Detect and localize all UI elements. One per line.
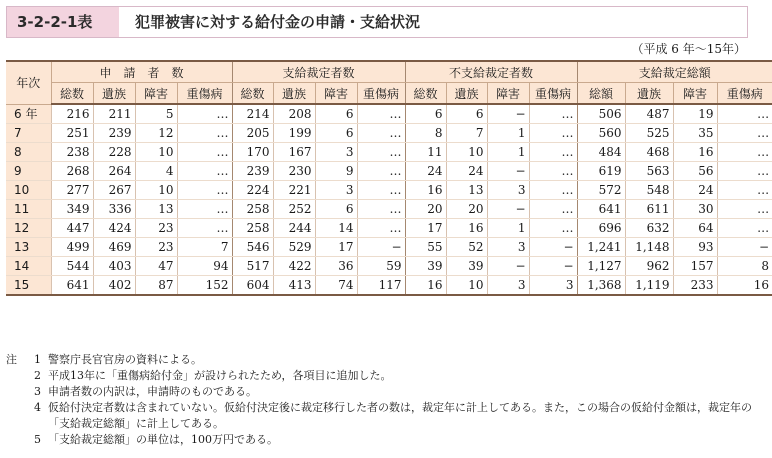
note-text: 仮給付決定者数は含まれていない。仮給付決定後に裁定移行した者の数は，裁定年に計上してある。また，この場合の仮給付金額は，裁定年の「支給裁定総額」に計上してある。 <box>48 401 752 430</box>
table-cell: 3 <box>315 181 357 200</box>
table-cell: 424 <box>93 219 135 238</box>
table-cell: 24 <box>446 162 487 181</box>
table-cell: − <box>529 257 577 276</box>
table-cell: 230 <box>273 162 315 181</box>
table-cell: … <box>177 181 232 200</box>
table-cell: 239 <box>232 162 273 181</box>
table-cell: 1 <box>487 124 529 143</box>
table-cell: 447 <box>51 219 93 238</box>
table-cell: 413 <box>273 276 315 296</box>
table-cell: … <box>357 200 405 219</box>
table-cell: 10 <box>135 181 177 200</box>
table-cell: 604 <box>232 276 273 296</box>
table-row <box>6 200 772 219</box>
table-cell: … <box>717 219 772 238</box>
table-cell: … <box>357 143 405 162</box>
column-header: 重傷病 <box>357 83 405 105</box>
table-cell: 3 <box>487 238 529 257</box>
note-item <box>6 400 756 432</box>
table-cell: … <box>529 124 577 143</box>
table-cell: 117 <box>357 276 405 296</box>
year-cell: 12 <box>6 219 51 238</box>
year-cell: 11 <box>6 200 51 219</box>
column-header: 重傷病 <box>177 83 232 105</box>
table-cell: 251 <box>51 124 93 143</box>
year-column-header: 年次 <box>6 61 51 104</box>
table-cell: 548 <box>625 181 673 200</box>
table-cell: 20 <box>446 200 487 219</box>
table-cell: … <box>357 219 405 238</box>
note-number: 3 <box>34 385 41 398</box>
table-cell: 74 <box>315 276 357 296</box>
table-cell: 64 <box>673 219 717 238</box>
table-title: 犯罪被害に対する給付金の申請・支給状況 <box>135 13 421 31</box>
year-cell: 9 <box>6 162 51 181</box>
note-text: 「支給裁定総額」の単位は，100万円である。 <box>48 433 278 446</box>
column-header: 遺族 <box>93 83 135 105</box>
table-cell: 39 <box>405 257 446 276</box>
year-cell: 13 <box>6 238 51 257</box>
table-cell: … <box>357 104 405 124</box>
table-cell: 35 <box>673 124 717 143</box>
year-cell: 8 <box>6 143 51 162</box>
column-header: 総数 <box>405 83 446 105</box>
note-item <box>6 432 756 448</box>
table-cell: … <box>717 200 772 219</box>
column-header: 障害 <box>487 83 529 105</box>
table-cell: 11 <box>405 143 446 162</box>
table-cell: … <box>529 143 577 162</box>
table-row <box>6 162 772 181</box>
table-cell: … <box>177 162 232 181</box>
table-number-tag: 3-2-2-1表 <box>7 7 119 37</box>
note-number: 2 <box>34 369 41 382</box>
table-cell: 17 <box>405 219 446 238</box>
table-cell: 484 <box>577 143 625 162</box>
table-cell: 87 <box>135 276 177 296</box>
table-cell: 17 <box>315 238 357 257</box>
table-cell: − <box>487 104 529 124</box>
table-row <box>6 257 772 276</box>
table-cell: … <box>177 124 232 143</box>
table-cell: 157 <box>673 257 717 276</box>
column-header: 重傷病 <box>529 83 577 105</box>
table-cell: 214 <box>232 104 273 124</box>
table-body <box>6 104 772 295</box>
table-cell: 632 <box>625 219 673 238</box>
table-cell: 10 <box>135 143 177 162</box>
table-cell: 1 <box>487 143 529 162</box>
table-cell: 696 <box>577 219 625 238</box>
table-cell: 152 <box>177 276 232 296</box>
table-cell: 24 <box>405 162 446 181</box>
table-cell: 517 <box>232 257 273 276</box>
table-cell: 20 <box>405 200 446 219</box>
table-cell: 23 <box>135 219 177 238</box>
table-cell: 3 <box>487 276 529 296</box>
note-item <box>6 384 756 400</box>
column-header: 重傷病 <box>717 83 772 105</box>
table-cell: 3 <box>529 276 577 296</box>
table-cell: 14 <box>315 219 357 238</box>
table-cell: 546 <box>232 238 273 257</box>
table-cell: … <box>529 162 577 181</box>
table-row <box>6 238 772 257</box>
column-header: 遺族 <box>273 83 315 105</box>
table-row <box>6 181 772 200</box>
table-cell: 7 <box>177 238 232 257</box>
table-cell: 641 <box>51 276 93 296</box>
table-cell: 16 <box>405 181 446 200</box>
table-cell: 216 <box>51 104 93 124</box>
note-number: 5 <box>34 433 41 446</box>
group-header-total-amount: 支給裁定総額 <box>577 61 772 83</box>
table-cell: 252 <box>273 200 315 219</box>
table-cell: … <box>717 181 772 200</box>
table-cell: 205 <box>232 124 273 143</box>
table-cell: 36 <box>315 257 357 276</box>
table-cell: 1,241 <box>577 238 625 257</box>
table-cell: 8 <box>717 257 772 276</box>
table-cell: 228 <box>93 143 135 162</box>
table-cell: − <box>487 162 529 181</box>
table-cell: 1 <box>487 219 529 238</box>
table-cell: 19 <box>673 104 717 124</box>
table-cell: 5 <box>135 104 177 124</box>
table-cell: 239 <box>93 124 135 143</box>
table-cell: 8 <box>405 124 446 143</box>
table-cell: 59 <box>357 257 405 276</box>
table-cell: … <box>177 219 232 238</box>
table-cell: … <box>177 200 232 219</box>
table-cell: 7 <box>446 124 487 143</box>
table-cell: − <box>487 257 529 276</box>
table-cell: 244 <box>273 219 315 238</box>
table-cell: 224 <box>232 181 273 200</box>
table-cell: 525 <box>625 124 673 143</box>
column-header: 総額 <box>577 83 625 105</box>
table-cell: 402 <box>93 276 135 296</box>
note-text: 警察庁長官官房の資料による。 <box>48 353 202 366</box>
note-number: 4 <box>34 401 41 414</box>
table-cell: − <box>487 200 529 219</box>
table-cell: 170 <box>232 143 273 162</box>
table-cell: 12 <box>135 124 177 143</box>
year-cell: 14 <box>6 257 51 276</box>
table-header <box>6 6 748 38</box>
table-cell: 258 <box>232 219 273 238</box>
table-cell: 6 <box>315 200 357 219</box>
table-cell: 55 <box>405 238 446 257</box>
table-cell: 211 <box>93 104 135 124</box>
column-header: 障害 <box>315 83 357 105</box>
table-cell: 23 <box>135 238 177 257</box>
table-cell: 52 <box>446 238 487 257</box>
table-cell: 1,127 <box>577 257 625 276</box>
table-cell: … <box>529 104 577 124</box>
table-cell: 544 <box>51 257 93 276</box>
table-cell: 487 <box>625 104 673 124</box>
table-cell: … <box>717 124 772 143</box>
table-cell: 6 <box>315 104 357 124</box>
table-cell: 349 <box>51 200 93 219</box>
table-cell: 9 <box>315 162 357 181</box>
table-row <box>6 276 772 296</box>
table-cell: 469 <box>93 238 135 257</box>
table-cell: 336 <box>93 200 135 219</box>
table-cell: 529 <box>273 238 315 257</box>
table-cell: 3 <box>487 181 529 200</box>
table-cell: … <box>529 200 577 219</box>
note-item <box>6 352 756 368</box>
table-cell: 6 <box>446 104 487 124</box>
data-table <box>6 60 772 296</box>
table-cell: 56 <box>673 162 717 181</box>
table-cell: … <box>717 104 772 124</box>
table-cell: 167 <box>273 143 315 162</box>
table-cell: 10 <box>446 143 487 162</box>
table-cell: 3 <box>315 143 357 162</box>
year-cell: 15 <box>6 276 51 296</box>
table-cell: 93 <box>673 238 717 257</box>
group-header-awarded: 支給裁定者数 <box>232 61 405 83</box>
table-cell: 962 <box>625 257 673 276</box>
table-cell: … <box>177 143 232 162</box>
table-cell: 233 <box>673 276 717 296</box>
table-cell: … <box>357 124 405 143</box>
table-cell: 563 <box>625 162 673 181</box>
table-cell: 468 <box>625 143 673 162</box>
column-header: 遺族 <box>625 83 673 105</box>
notes-label: 注 <box>6 353 17 366</box>
table-cell: 641 <box>577 200 625 219</box>
table-cell: 506 <box>577 104 625 124</box>
table-cell: 258 <box>232 200 273 219</box>
table-cell: … <box>529 181 577 200</box>
group-header-not-awarded: 不支給裁定者数 <box>405 61 577 83</box>
table-cell: − <box>529 238 577 257</box>
period-label: （平成 6 年～15年） <box>631 42 746 56</box>
column-header: 総数 <box>51 83 93 105</box>
table-cell: 1,148 <box>625 238 673 257</box>
table-cell: … <box>357 162 405 181</box>
table-cell: 10 <box>446 276 487 296</box>
note-item <box>6 368 756 384</box>
note-text: 平成13年に「重傷病給付金」が設けられたため，各項目に追加した。 <box>48 369 392 382</box>
column-header: 総数 <box>232 83 273 105</box>
table-cell: 403 <box>93 257 135 276</box>
year-cell: 10 <box>6 181 51 200</box>
table-cell: 47 <box>135 257 177 276</box>
table-cell: 1,368 <box>577 276 625 296</box>
table-cell: 1,119 <box>625 276 673 296</box>
group-header-applicants: 申 請 者 数 <box>51 61 232 83</box>
table-cell: 24 <box>673 181 717 200</box>
table-row <box>6 104 772 124</box>
year-cell: 7 <box>6 124 51 143</box>
table-cell: 267 <box>93 181 135 200</box>
column-header: 遺族 <box>446 83 487 105</box>
year-cell: 6 年 <box>6 104 51 124</box>
table-cell: … <box>177 104 232 124</box>
table-cell: 30 <box>673 200 717 219</box>
note-number: 1 <box>34 353 41 366</box>
table-cell: 94 <box>177 257 232 276</box>
subheader-row <box>6 83 772 105</box>
table-cell: … <box>717 162 772 181</box>
column-header: 障害 <box>673 83 717 105</box>
table-cell: 611 <box>625 200 673 219</box>
table-cell: 221 <box>273 181 315 200</box>
table-cell: 208 <box>273 104 315 124</box>
table-cell: 268 <box>51 162 93 181</box>
table-cell: 13 <box>135 200 177 219</box>
table-cell: 6 <box>405 104 446 124</box>
table-cell: 619 <box>577 162 625 181</box>
table-cell: 422 <box>273 257 315 276</box>
table-cell: 16 <box>673 143 717 162</box>
table-cell: 4 <box>135 162 177 181</box>
table-cell: 199 <box>273 124 315 143</box>
table-cell: … <box>357 181 405 200</box>
table-cell: … <box>717 143 772 162</box>
table-cell: 560 <box>577 124 625 143</box>
table-cell: 277 <box>51 181 93 200</box>
table-cell: 6 <box>315 124 357 143</box>
table-cell: 16 <box>717 276 772 296</box>
table-row <box>6 219 772 238</box>
table-cell: 238 <box>51 143 93 162</box>
table-cell: … <box>529 219 577 238</box>
notes-section <box>6 352 756 448</box>
table-cell: 39 <box>446 257 487 276</box>
column-header: 障害 <box>135 83 177 105</box>
table-cell: 16 <box>405 276 446 296</box>
table-cell: 13 <box>446 181 487 200</box>
table-cell: 16 <box>446 219 487 238</box>
table-cell: 572 <box>577 181 625 200</box>
table-cell: 264 <box>93 162 135 181</box>
table-cell: 499 <box>51 238 93 257</box>
table-cell: − <box>357 238 405 257</box>
table-row <box>6 124 772 143</box>
note-text: 申請者数の内訳は，申請時のものである。 <box>48 385 257 398</box>
table-row <box>6 143 772 162</box>
table-cell: − <box>717 238 772 257</box>
